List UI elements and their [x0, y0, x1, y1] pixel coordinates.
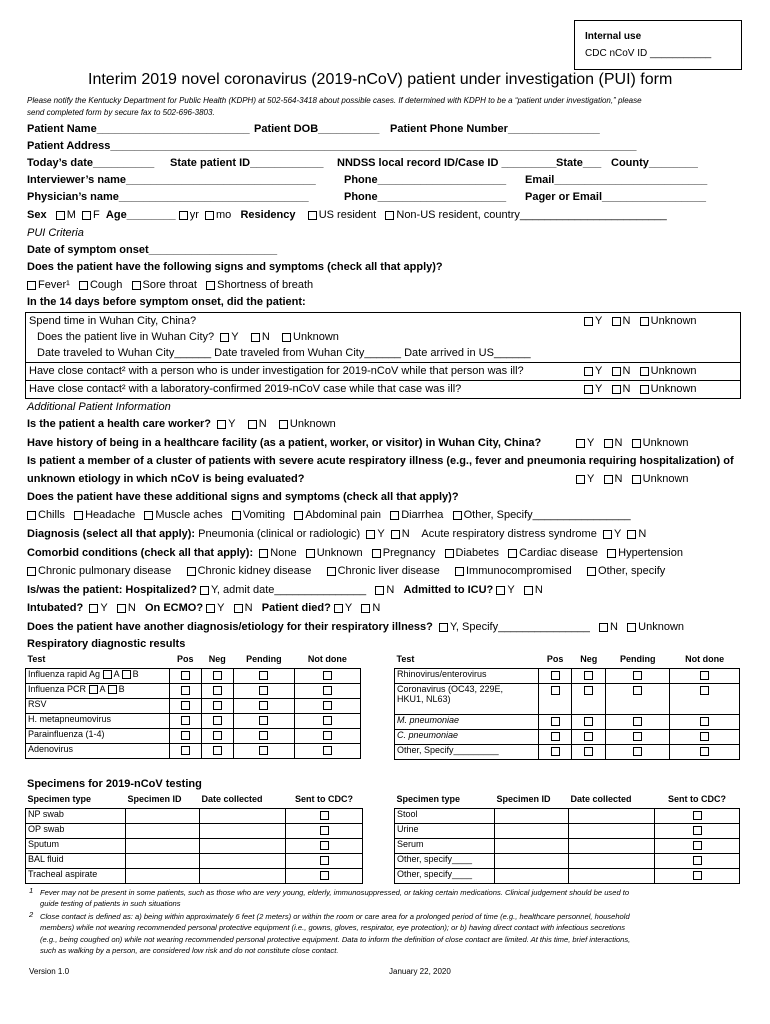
specimen-table-right: [394, 794, 740, 884]
cdc-ncov-id-field[interactable]: CDC nCoV ID ___________: [585, 48, 712, 59]
hcw-row: Is the patient a health care worker? Y N Unknown: [27, 418, 336, 430]
spec-op-swab: OP swab: [26, 824, 126, 839]
spec-sputum: Sputum: [26, 839, 126, 854]
rsv-neg-checkbox[interactable]: [213, 701, 222, 710]
another-y-checkbox[interactable]: [439, 623, 448, 632]
hcw-y-checkbox[interactable]: [217, 420, 226, 429]
rsv-notdone-checkbox[interactable]: [323, 701, 332, 710]
adeno-pending-checkbox[interactable]: [259, 746, 268, 755]
table-row: [395, 854, 740, 869]
facility-y-checkbox[interactable]: [576, 439, 585, 448]
specimen-table-left: [25, 794, 363, 884]
spec-other-1[interactable]: Other, specify____: [395, 854, 495, 869]
muscle-aches-checkbox[interactable]: [144, 511, 153, 520]
resp-test-flu-pcr: Influenza PCR A B: [26, 684, 170, 699]
footnote-2-line-c: (e.g., being coughed on) while not wearing recommended personal protective equipment. Data to inform the definition of close contact are limited. At this time, brief interactions,: [40, 935, 631, 944]
spec-urine-id[interactable]: [495, 824, 569, 839]
sex-label: Sex: [27, 209, 47, 221]
spec-stool-id[interactable]: [495, 809, 569, 824]
patient-name-field[interactable]: Patient Name_________________________: [27, 123, 250, 135]
resp-right-col-notdone: Not done: [685, 654, 725, 664]
sex-row: Sex M F Age________ yr mo Residency US resident Non-US resident, country________________________: [27, 209, 667, 221]
hosp-y-checkbox[interactable]: [200, 586, 209, 595]
notice-line-2: send completed form by secure fax to 502-696-3803.: [27, 108, 215, 117]
mpneu-neg-checkbox[interactable]: [584, 717, 593, 726]
other-test-pos-checkbox[interactable]: [551, 747, 560, 756]
spec-op-date[interactable]: [200, 824, 286, 839]
spec-other-2[interactable]: Other, specify____: [395, 869, 495, 884]
spec-right-col-date: Date collected: [570, 794, 632, 804]
adeno-pos-checkbox[interactable]: [181, 746, 190, 755]
exposure-divider-2: [25, 380, 740, 381]
resp-col-pending: Pending: [246, 654, 282, 664]
icu-n-checkbox[interactable]: [524, 586, 533, 595]
resp-test-coronavirus: Coronavirus (OC43, 229E, HKU1, NL63): [395, 684, 539, 715]
corona-pending-checkbox[interactable]: [633, 686, 642, 695]
spec-right-col-id: Specimen ID: [496, 794, 551, 804]
close1-n-checkbox[interactable]: [612, 367, 621, 376]
close2-options: Y N Unknown: [584, 383, 697, 395]
interviewer-phone-field[interactable]: Phone_____________________: [344, 174, 507, 186]
spec-np-id[interactable]: [126, 809, 200, 824]
resp-right-col-test: Test: [396, 654, 415, 664]
todays-date-field[interactable]: Today’s date__________: [27, 157, 155, 169]
spec-col-type: Specimen type: [27, 794, 92, 804]
footnote-2-marker: 2: [29, 910, 34, 919]
spec-op-sent-checkbox[interactable]: [320, 826, 329, 835]
resp-test-flu-rapid: Influenza rapid Ag A B: [26, 669, 170, 684]
resp-test-c-pneumoniae: C. pneumoniae: [395, 730, 539, 745]
rhino-neg-checkbox[interactable]: [584, 671, 593, 680]
hospitalized-label: Is/was the patient: Hospitalized?: [27, 584, 197, 596]
flu-pcr-a-checkbox[interactable]: [89, 685, 98, 694]
ecmo-label: On ECMO?: [144, 602, 204, 614]
pager-email-field[interactable]: Pager or Email_________________: [525, 191, 707, 203]
version-label: Version 1.0: [29, 967, 70, 976]
intubated-label: Intubated?: [27, 602, 84, 614]
comorbid-label: Comorbid conditions (check all that apply):: [27, 547, 254, 559]
flu-rapid-pending-checkbox[interactable]: [259, 671, 268, 680]
other-test-neg-checkbox[interactable]: [584, 747, 593, 756]
days14-question: In the 14 days before symptom onset, did the patient:: [27, 296, 306, 308]
resp-col-pos: Pos: [177, 654, 194, 664]
close1-options: Y N Unknown: [584, 365, 697, 377]
mpneu-notdone-checkbox[interactable]: [700, 717, 709, 726]
resp-test-adenovirus: Adenovirus: [26, 744, 170, 759]
spec-np-date[interactable]: [200, 809, 286, 824]
corona-neg-checkbox[interactable]: [584, 686, 593, 695]
travel-dates-fields[interactable]: Date traveled to Wuhan City______ Date traveled from Wuhan City______ Date arrived in US______: [37, 347, 531, 359]
spec-other2-sent-checkbox[interactable]: [693, 871, 702, 880]
age-yr-checkbox[interactable]: [179, 211, 188, 220]
wuhan-options: Y N Unknown: [584, 315, 697, 327]
spec-sputum-sent-checkbox[interactable]: [320, 841, 329, 850]
spec-other1-id[interactable]: [495, 854, 569, 869]
icu-label: Admitted to ICU?: [403, 584, 494, 596]
flu-pcr-b-checkbox[interactable]: [108, 685, 117, 694]
footnote-2-line-d: such as walking by a person, are considered low risk and do not constitute close contact.: [40, 946, 339, 955]
ards-label: Acute respiratory distress syndrome: [421, 528, 597, 540]
resp-col-neg: Neg: [208, 654, 226, 664]
cpneu-pos-checkbox[interactable]: [551, 732, 560, 741]
spec-tracheal-sent-checkbox[interactable]: [320, 871, 329, 880]
close1-unknown-checkbox[interactable]: [640, 367, 649, 376]
pui-criteria-heading: PUI Criteria: [27, 227, 84, 239]
exposure-divider-1: [25, 362, 740, 363]
spec-other2-date[interactable]: [569, 869, 655, 884]
spec-other1-date[interactable]: [569, 854, 655, 869]
ecmo-y-checkbox[interactable]: [206, 604, 215, 613]
resp-test-other[interactable]: Other, Specify_________: [395, 745, 539, 760]
died-y-checkbox[interactable]: [334, 604, 343, 613]
vomiting-checkbox[interactable]: [232, 511, 241, 520]
pulmonary-checkbox[interactable]: [27, 567, 36, 576]
spec-tracheal-id[interactable]: [126, 869, 200, 884]
additional-signs-question: Does the patient have these additional signs and symptoms (check all that apply)?: [27, 491, 459, 503]
flu-pcr-neg-checkbox[interactable]: [213, 686, 222, 695]
flu-rapid-notdone-checkbox[interactable]: [323, 671, 332, 680]
cough-checkbox[interactable]: [79, 281, 88, 290]
died-label: Patient died?: [261, 602, 331, 614]
flu-pcr-pos-checkbox[interactable]: [181, 686, 190, 695]
another-unknown-checkbox[interactable]: [627, 623, 636, 632]
sore-throat-checkbox[interactable]: [132, 281, 141, 290]
table-row: [26, 869, 363, 884]
hmpv-notdone-checkbox[interactable]: [323, 716, 332, 725]
rhino-pending-checkbox[interactable]: [633, 671, 642, 680]
spec-serum-date[interactable]: [569, 839, 655, 854]
physician-name-field[interactable]: Physician’s name_______________________________: [27, 191, 309, 203]
table-row: [395, 669, 740, 684]
symptom-onset-field[interactable]: Date of symptom onset_____________________: [27, 244, 278, 256]
resp-table-left: [25, 654, 361, 759]
spec-col-date: Date collected: [201, 794, 263, 804]
interviewer-email-field[interactable]: Email_________________________: [525, 174, 708, 186]
facility-options: Y N Unknown: [576, 437, 689, 449]
hosp-n-checkbox[interactable]: [375, 586, 384, 595]
patient-address-field[interactable]: Patient Address______________________________________________________________________________________: [27, 140, 637, 152]
spec-np-swab: NP swab: [26, 809, 126, 824]
fever-checkbox[interactable]: [27, 281, 36, 290]
comorbid-none-checkbox[interactable]: [259, 549, 268, 558]
table-row: [26, 669, 361, 684]
flu-rapid-a-checkbox[interactable]: [103, 670, 112, 679]
comorbid-unknown-checkbox[interactable]: [306, 549, 315, 558]
ards-y-checkbox[interactable]: [603, 530, 612, 539]
non-us-resident-checkbox[interactable]: [385, 211, 394, 220]
footnote-1-marker: 1: [29, 886, 34, 895]
resp-table-right: [394, 654, 740, 760]
internal-use-box: [574, 20, 742, 70]
other-symptom-checkbox[interactable]: [453, 511, 462, 520]
comorbid-row-1: Comorbid conditions (check all that apply): None Unknown Pregnancy Diabetes Cardiac disease Hypertension: [27, 547, 683, 559]
table-row: [26, 684, 361, 699]
resp-test-parainfluenza: Parainfluenza (1-4): [26, 729, 170, 744]
liver-checkbox[interactable]: [327, 567, 336, 576]
age-mo-checkbox[interactable]: [205, 211, 214, 220]
interviewer-name-field[interactable]: Interviewer’s name_______________________________: [27, 174, 316, 186]
table-row: [26, 839, 363, 854]
chills-checkbox[interactable]: [27, 511, 36, 520]
notice-line-1: Please notify the Kentucky Department for Public Health (KDPH) at 502-564-3418 about possible cases. If determined with KDPH to be a “patient under investigation,” please: [27, 96, 642, 105]
died-n-checkbox[interactable]: [361, 604, 370, 613]
corona-notdone-checkbox[interactable]: [700, 686, 709, 695]
nndss-field[interactable]: NNDSS local record ID/Case ID _________: [337, 157, 557, 169]
spec-bal-sent-checkbox[interactable]: [320, 856, 329, 865]
table-row: [26, 824, 363, 839]
spec-urine-date[interactable]: [569, 824, 655, 839]
table-row: [26, 699, 361, 714]
mpneu-pos-checkbox[interactable]: [551, 717, 560, 726]
hmpv-neg-checkbox[interactable]: [213, 716, 222, 725]
facility-n-checkbox[interactable]: [604, 439, 613, 448]
spec-stool-date[interactable]: [569, 809, 655, 824]
table-row: [26, 744, 361, 759]
spec-stool: Stool: [395, 809, 495, 824]
adeno-notdone-checkbox[interactable]: [323, 746, 332, 755]
spec-bal-date[interactable]: [200, 854, 286, 869]
hmpv-pending-checkbox[interactable]: [259, 716, 268, 725]
icu-y-checkbox[interactable]: [496, 586, 505, 595]
hospitalized-row: Is/was the patient: Hospitalized? Y, admit date_______________ N Admitted to ICU? Y N: [27, 584, 543, 596]
flu-rapid-neg-checkbox[interactable]: [213, 671, 222, 680]
wuhan-n-checkbox[interactable]: [612, 317, 621, 326]
mpneu-pending-checkbox[interactable]: [633, 717, 642, 726]
spec-tracheal: Tracheal aspirate: [26, 869, 126, 884]
sex-m-checkbox[interactable]: [56, 211, 65, 220]
spec-right-col-sent: Sent to CDC?: [668, 794, 726, 804]
close1-y-checkbox[interactable]: [584, 367, 593, 376]
resp-test-hmpv: H. metapneumovirus: [26, 714, 170, 729]
state-patient-id-field[interactable]: State patient ID____________: [170, 157, 324, 169]
spec-serum-sent-checkbox[interactable]: [693, 841, 702, 850]
resp-test-m-pneumoniae: M. pneumoniae: [395, 715, 539, 730]
wuhan-y-checkbox[interactable]: [584, 317, 593, 326]
wuhan-unknown-checkbox[interactable]: [640, 317, 649, 326]
table-row: [395, 715, 740, 730]
sob-checkbox[interactable]: [206, 281, 215, 290]
internal-use-title: Internal use: [585, 31, 642, 42]
another-diagnosis-question: Does the patient have another diagnosis/etiology for their respiratory illness?: [27, 621, 433, 633]
abdominal-pain-checkbox[interactable]: [294, 511, 303, 520]
spec-serum: Serum: [395, 839, 495, 854]
spec-sputum-date[interactable]: [200, 839, 286, 854]
close2-n-checkbox[interactable]: [612, 385, 621, 394]
para-neg-checkbox[interactable]: [213, 731, 222, 740]
other-test-notdone-checkbox[interactable]: [700, 747, 709, 756]
footnote-1-line-b: guide testing of patients in such situations: [40, 899, 181, 908]
live-unknown-checkbox[interactable]: [282, 333, 291, 342]
close2-y-checkbox[interactable]: [584, 385, 593, 394]
para-pos-checkbox[interactable]: [181, 731, 190, 740]
para-pending-checkbox[interactable]: [259, 731, 268, 740]
resp-heading: Respiratory diagnostic results: [27, 638, 186, 650]
table-row: [395, 730, 740, 745]
hcw-unknown-checkbox[interactable]: [279, 420, 288, 429]
footnote-1-line-a: Fever may not be present in some patients, such as those who are very young, elderly, immunosuppressed, or taking certain medications. Clinical judgement should be used to: [40, 888, 630, 897]
intubated-y-checkbox[interactable]: [89, 604, 98, 613]
hypertension-checkbox[interactable]: [607, 549, 616, 558]
adeno-neg-checkbox[interactable]: [213, 746, 222, 755]
diagnosis-label: Diagnosis (select all that apply):: [27, 528, 196, 540]
spec-col-id: Specimen ID: [127, 794, 182, 804]
pregnancy-checkbox[interactable]: [372, 549, 381, 558]
table-row: [26, 714, 361, 729]
live-wuhan-question: Does the patient live in Wuhan City?: [37, 331, 215, 343]
comorbid-row-2: Chronic pulmonary disease Chronic kidney disease Chronic liver disease Immunocompromised Other, specify: [27, 565, 665, 577]
table-row: [26, 809, 363, 824]
resp-test-rsv: RSV: [26, 699, 170, 714]
resp-test-rhino: Rhinovirus/enterovirus: [395, 669, 539, 684]
hcw-question: Is the patient a health care worker?: [27, 418, 212, 430]
spec-op-id[interactable]: [126, 824, 200, 839]
hmpv-pos-checkbox[interactable]: [181, 716, 190, 725]
live-n-checkbox[interactable]: [251, 333, 260, 342]
patient-phone-field[interactable]: Patient Phone Number_______________: [390, 123, 600, 135]
resp-right-col-pos: Pos: [546, 654, 564, 664]
rhino-notdone-checkbox[interactable]: [700, 671, 709, 680]
cluster-question-1: Is patient a member of a cluster of patients with severe acute respiratory illness (e.g., fever and pneumonia requiring hospitalization) of: [27, 455, 734, 467]
rhino-pos-checkbox[interactable]: [551, 671, 560, 680]
hcw-n-checkbox[interactable]: [248, 420, 257, 429]
flu-pcr-pending-checkbox[interactable]: [259, 686, 268, 695]
county-field[interactable]: County________: [611, 157, 698, 169]
additional-symptoms-row: Chills Headache Muscle aches Vomiting Abdominal pain Diarrhea Other, Specify________________: [27, 509, 631, 521]
rsv-pos-checkbox[interactable]: [181, 701, 190, 710]
spec-bal: BAL fluid: [26, 854, 126, 869]
flu-rapid-b-checkbox[interactable]: [122, 670, 131, 679]
footnote-2-line-b: members) while not wearing recommended personal protective equipment (i.e., gowns, gloves, respirator, eye protection); or b) having direct contact with infectious secretions: [40, 923, 626, 932]
physician-phone-field[interactable]: Phone_____________________: [344, 191, 507, 203]
facility-unknown-checkbox[interactable]: [632, 439, 641, 448]
spec-tracheal-date[interactable]: [200, 869, 286, 884]
cpneu-notdone-checkbox[interactable]: [700, 732, 709, 741]
another-n-checkbox[interactable]: [599, 623, 608, 632]
cluster-options: Y N Unknown: [576, 473, 689, 485]
spec-other2-id[interactable]: [495, 869, 569, 884]
spec-urine: Urine: [395, 824, 495, 839]
spec-urine-sent-checkbox[interactable]: [693, 826, 702, 835]
spec-serum-id[interactable]: [495, 839, 569, 854]
diabetes-checkbox[interactable]: [445, 549, 454, 558]
facility-question: Have history of being in a healthcare facility (as a patient, worker, or visitor) in Wuhan City, China?: [27, 437, 542, 449]
live-wuhan-row: Does the patient live in Wuhan City? Y N Unknown: [37, 331, 339, 343]
diagnosis-row: Diagnosis (select all that apply): Pneumonia (clinical or radiologic) Y N Acute respiratory distress syndrome Y N: [27, 528, 647, 540]
live-y-checkbox[interactable]: [220, 333, 229, 342]
page-title: Interim 2019 novel coronavirus (2019-nCoV) patient under investigation (PUI) form: [88, 71, 673, 88]
headache-checkbox[interactable]: [74, 511, 83, 520]
table-row: [395, 869, 740, 884]
intubated-row: Intubated? Y N On ECMO? Y N Patient died? Y N: [27, 602, 381, 614]
cluster-question-2: unknown etiology in which nCoV is being evaluated?: [27, 473, 305, 485]
table-row: [26, 729, 361, 744]
signs-row: Fever¹ Cough Sore throat Shortness of breath: [27, 279, 313, 291]
spec-other1-sent-checkbox[interactable]: [693, 856, 702, 865]
pneumonia-y-checkbox[interactable]: [366, 530, 375, 539]
table-row: [395, 824, 740, 839]
table-row: [395, 684, 740, 715]
resp-right-col-pending: Pending: [620, 654, 656, 664]
spec-sputum-id[interactable]: [126, 839, 200, 854]
resp-right-col-neg: Neg: [580, 654, 598, 664]
close-contact-confirmed-question: Have close contact² with a laboratory-confirmed 2019-nCoV case while that case was ill?: [29, 383, 462, 395]
close2-unknown-checkbox[interactable]: [640, 385, 649, 394]
table-row: [395, 839, 740, 854]
pneumonia-n-checkbox[interactable]: [391, 530, 400, 539]
cardiac-checkbox[interactable]: [508, 549, 517, 558]
cpneu-neg-checkbox[interactable]: [584, 732, 593, 741]
spec-col-sent: Sent to CDC?: [295, 794, 353, 804]
sex-f-checkbox[interactable]: [82, 211, 91, 220]
signs-question: Does the patient have the following signs and symptoms (check all that apply)?: [27, 261, 443, 273]
another-specify-field[interactable]: Y, Specify_______________: [450, 621, 590, 633]
patient-dob-field[interactable]: Patient DOB__________: [254, 123, 380, 135]
cluster-y-checkbox[interactable]: [576, 475, 585, 484]
spec-right-col-type: Specimen type: [396, 794, 461, 804]
state-field[interactable]: State___: [556, 157, 602, 169]
diarrhea-checkbox[interactable]: [390, 511, 399, 520]
another-diagnosis-row: Does the patient have another diagnosis/etiology for their respiratory illness? Y, Specify_______________ N Unknown: [27, 621, 685, 633]
table-row: [26, 854, 363, 869]
spec-stool-sent-checkbox[interactable]: [693, 811, 702, 820]
age-field[interactable]: Age________: [105, 209, 176, 221]
intubated-n-checkbox[interactable]: [117, 604, 126, 613]
pneumonia-label: Pneumonia (clinical or radiologic): [198, 528, 361, 540]
resp-col-notdone: Not done: [307, 654, 347, 664]
additional-heading: Additional Patient Information: [27, 401, 171, 413]
kidney-checkbox[interactable]: [187, 567, 196, 576]
table-row: [395, 745, 740, 760]
rsv-pending-checkbox[interactable]: [259, 701, 268, 710]
wuhan-question: Spend time in Wuhan City, China?: [29, 315, 197, 327]
other-comorbid-checkbox[interactable]: [587, 567, 596, 576]
specimen-heading: Specimens for 2019-nCoV testing: [27, 778, 202, 790]
cluster-unknown-checkbox[interactable]: [632, 475, 641, 484]
residency-label: Residency: [240, 209, 296, 221]
table-row: [395, 809, 740, 824]
para-notdone-checkbox[interactable]: [323, 731, 332, 740]
ecmo-n-checkbox[interactable]: [234, 604, 243, 613]
ards-n-checkbox[interactable]: [627, 530, 636, 539]
spec-np-sent-checkbox[interactable]: [320, 811, 329, 820]
form-date: January 22, 2020: [389, 967, 451, 976]
flu-rapid-pos-checkbox[interactable]: [181, 671, 190, 680]
close-contact-pui-question: Have close contact² with a person who is under investigation for 2019-nCoV while that person was ill?: [29, 365, 524, 377]
footnote-2-line-a: Close contact is defined as: a) being within approximately 6 feet (2 meters) or within the room or care area for a prolonged period of time (e.g., healthcare personnel, household: [40, 912, 630, 921]
other-test-pending-checkbox[interactable]: [633, 747, 642, 756]
corona-pos-checkbox[interactable]: [551, 686, 560, 695]
spec-bal-id[interactable]: [126, 854, 200, 869]
us-resident-checkbox[interactable]: [308, 211, 317, 220]
cluster-n-checkbox[interactable]: [604, 475, 613, 484]
admit-date-field[interactable]: Y, admit date_______________: [210, 584, 367, 596]
immunocompromised-checkbox[interactable]: [455, 567, 464, 576]
resp-col-test: Test: [27, 654, 46, 664]
flu-pcr-notdone-checkbox[interactable]: [323, 686, 332, 695]
cpneu-pending-checkbox[interactable]: [633, 732, 642, 741]
